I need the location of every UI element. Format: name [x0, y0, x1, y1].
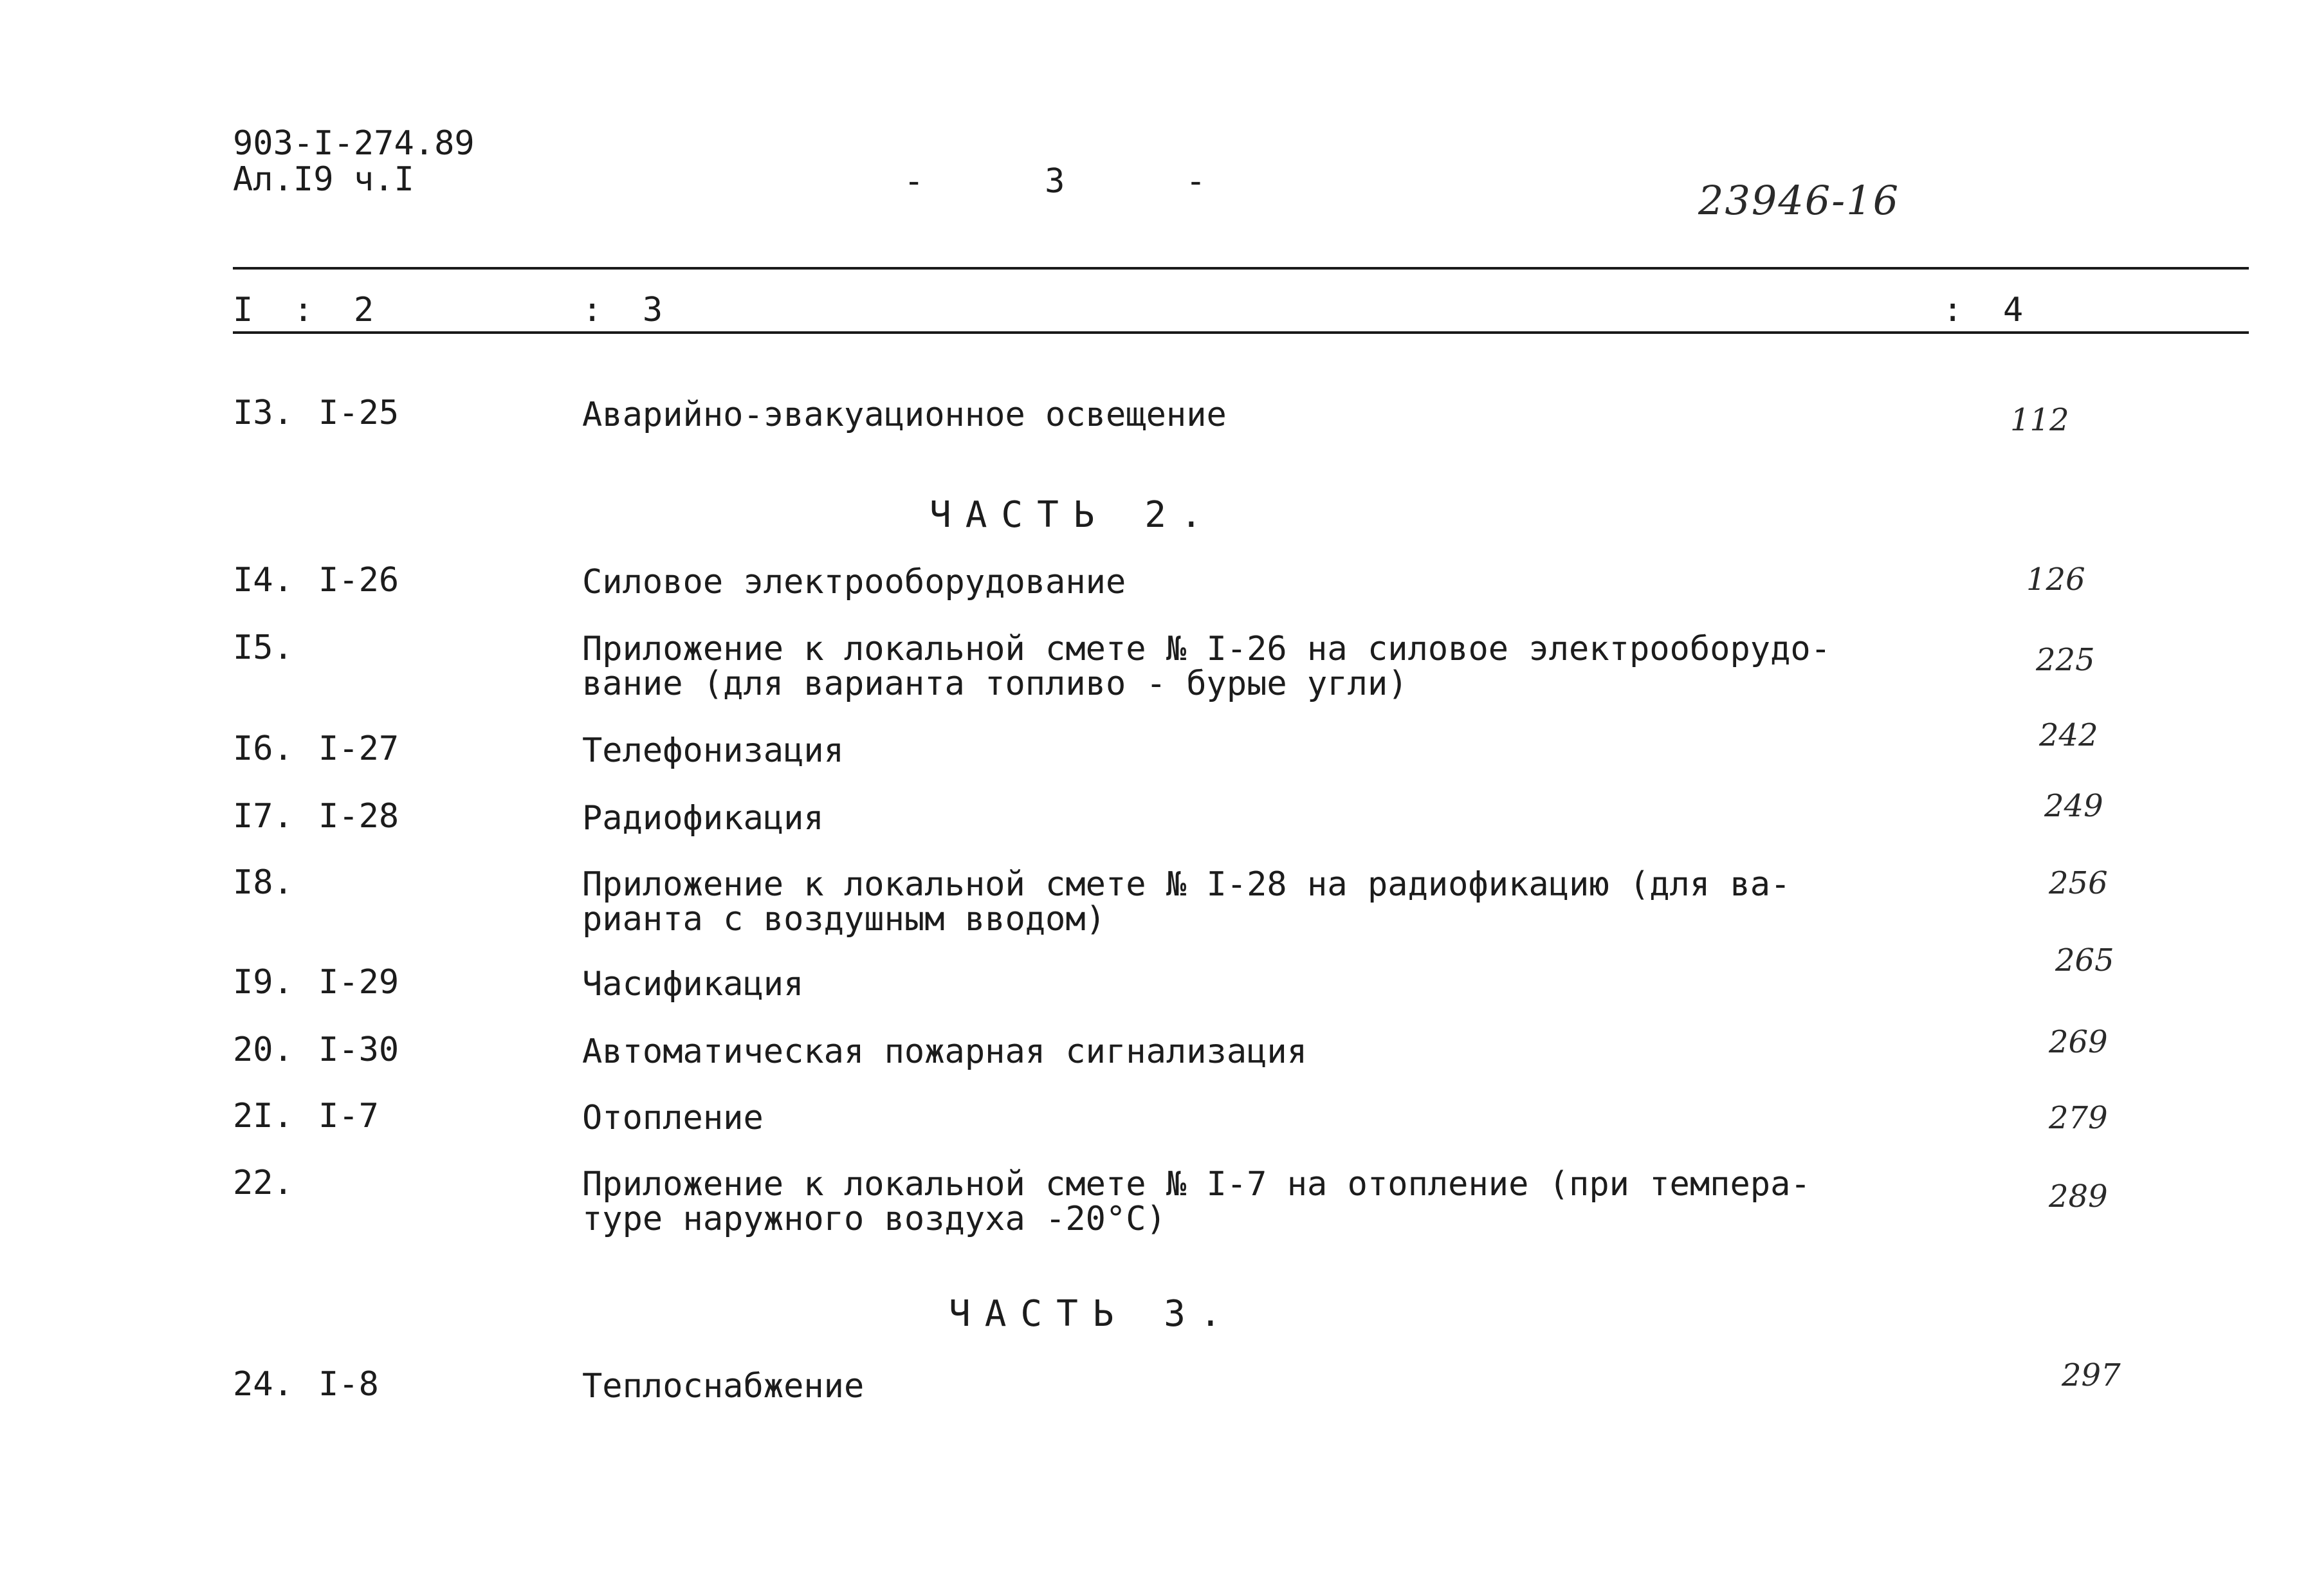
row-code: I-29 — [318, 963, 399, 1002]
row-number: I8. — [233, 863, 293, 902]
row-page: 265 — [2055, 942, 2114, 978]
row-description-continued: рианта с воздушным вводом) — [582, 900, 1106, 939]
column-header-1-2: I : 2 — [233, 291, 374, 329]
row-code: I-28 — [318, 797, 399, 836]
row-number: I3. — [233, 394, 293, 432]
column-header-4: : 4 — [1943, 291, 2024, 329]
row-page: 297 — [2062, 1357, 2121, 1393]
column-header-3: : 3 — [582, 291, 663, 329]
row-page: 126 — [2026, 562, 2085, 598]
row-description: Приложение к локальной смете № I-28 на радиофикацию (для ва- — [582, 865, 1791, 904]
row-description: Силовое электрооборудование — [582, 563, 1126, 601]
row-number: I6. — [233, 729, 293, 768]
row-page: 242 — [2039, 717, 2098, 753]
row-description: Часификация — [582, 965, 804, 1004]
row-code: I-7 — [318, 1097, 379, 1135]
row-number: 20. — [233, 1031, 293, 1069]
row-page: 269 — [2049, 1024, 2108, 1060]
row-description: Радиофикация — [582, 799, 824, 838]
row-description: Приложение к локальной смете № I-7 на отопление (при темпера- — [582, 1165, 1811, 1204]
row-number: I5. — [233, 628, 293, 667]
header-bottom-rule — [233, 331, 2249, 334]
row-page: 225 — [2036, 642, 2095, 678]
row-description: Приложение к локальной смете № I-26 на силовое электрооборудо- — [582, 630, 1831, 668]
row-description-continued: вание (для варианта топливо - бурые угли) — [582, 665, 1408, 703]
row-number: 24. — [233, 1365, 293, 1404]
row-code: I-27 — [318, 729, 399, 768]
row-number: I9. — [233, 963, 293, 1002]
row-page: 279 — [2049, 1100, 2108, 1136]
row-page: 256 — [2049, 865, 2108, 901]
row-page: 289 — [2049, 1179, 2108, 1215]
row-number: 22. — [233, 1164, 293, 1202]
row-code: I-30 — [318, 1031, 399, 1069]
row-page: 112 — [2010, 402, 2069, 438]
row-number: I4. — [233, 561, 293, 600]
row-code: I-25 — [318, 394, 399, 432]
part-2-heading: ЧАСТЬ 2. — [930, 494, 1216, 536]
row-number: I7. — [233, 797, 293, 836]
row-description: Отопление — [582, 1099, 764, 1137]
row-description: Аварийно-эвакуационное освещение — [582, 396, 1227, 434]
row-number: 2I. — [233, 1097, 293, 1135]
page-number-marker: - 3 - — [904, 162, 1206, 201]
header-top-rule — [233, 267, 2249, 270]
album-part-label: Ал.I9 ч.I — [233, 160, 414, 199]
row-description: Телефонизация — [582, 731, 844, 770]
row-description: Автоматическая пожарная сигнализация — [582, 1032, 1308, 1071]
part-3-heading: ЧАСТЬ 3. — [949, 1293, 1236, 1335]
row-description: Теплоснабжение — [582, 1367, 865, 1406]
archive-number: 23946-16 — [1698, 177, 1900, 224]
document-code: 903-I-274.89 — [233, 124, 475, 163]
row-code: I-8 — [318, 1365, 379, 1404]
row-page: 249 — [2044, 788, 2103, 824]
row-description-continued: туре наружного воздуха -20°C) — [582, 1200, 1166, 1238]
row-code: I-26 — [318, 561, 399, 600]
